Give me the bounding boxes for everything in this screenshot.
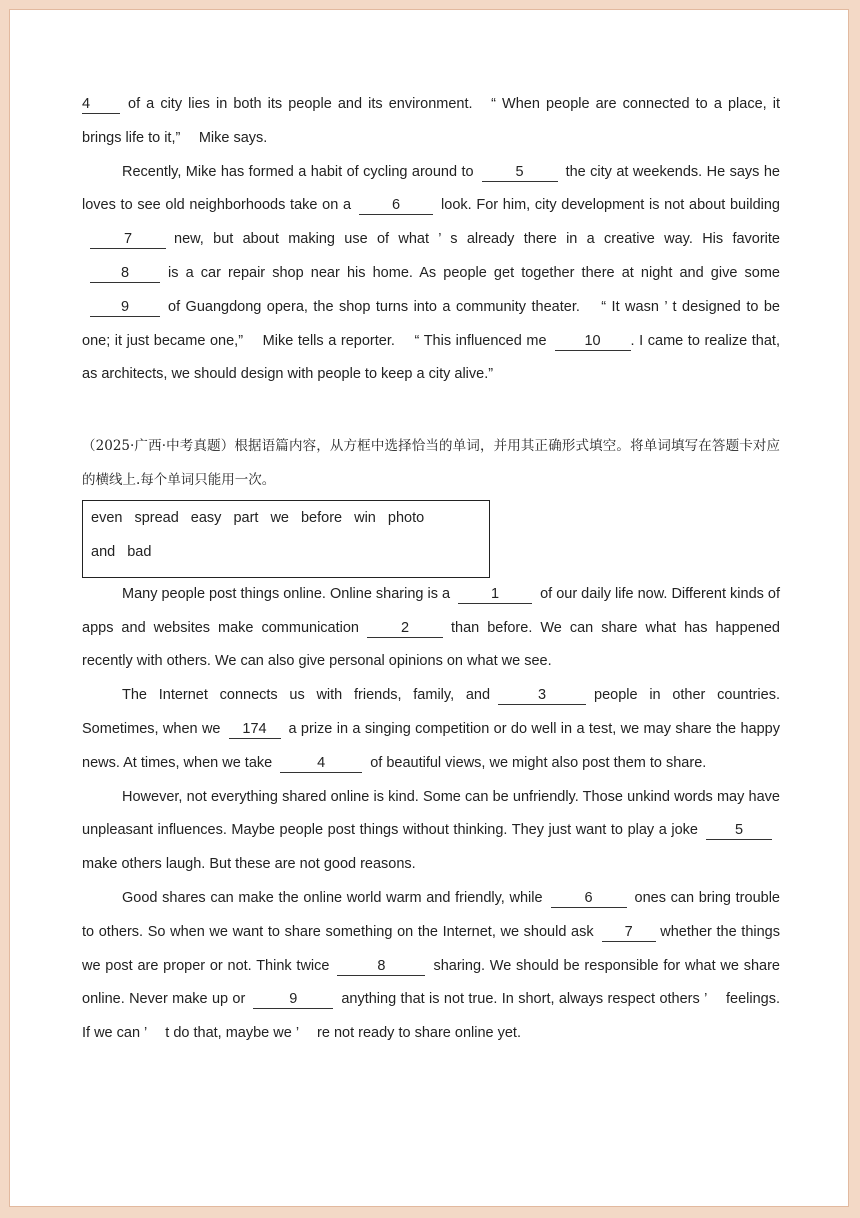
- paragraph-text: ones can bring trouble to others. So when we want to share something on the Internet, we should ask: [82, 889, 780, 940]
- answer-blank[interactable]: 3: [498, 687, 586, 705]
- document-page: [9, 9, 849, 1207]
- paragraph-text: sharing. We should be responsible for what we share online. Never make up or: [82, 957, 780, 1008]
- answer-blank[interactable]: 1: [458, 586, 532, 604]
- answer-blank[interactable]: 5: [706, 822, 772, 840]
- paragraph-text: of our daily life now. Different kinds of apps and websites make communication: [82, 585, 781, 636]
- answer-blank[interactable]: 174: [229, 721, 281, 739]
- word-box-item: photo: [387, 509, 425, 526]
- paragraph-text: of a city lies in both its people and its environment. “ When people are connected to a place, it brings life to it,” Mike says.: [82, 96, 780, 146]
- passage2-paragraph-1: [82, 578, 780, 679]
- passage1-paragraph-2: [82, 156, 780, 393]
- paragraph-text: than before. We can share what has happened recently with others. We can also give personal opinions on what we see.: [82, 619, 780, 670]
- passage2-paragraph-2: [82, 679, 780, 780]
- answer-blank[interactable]: 7: [90, 231, 166, 249]
- paragraph-text: a prize in a singing competition or do well in a test, we may share the happy news. At times, when we take: [82, 720, 780, 771]
- word-box-item: and: [91, 543, 116, 560]
- paragraph-text: Many people post things online. Online sharing is a: [122, 585, 451, 602]
- passage2-paragraph-3: [82, 781, 780, 882]
- word-box-item: before: [300, 509, 343, 526]
- word-box-item: win: [354, 509, 376, 526]
- paragraph-text: new, but about making use of what ’ s already there in a creative way. His favorite: [174, 231, 780, 248]
- passage2-paragraph-4: [82, 882, 780, 1051]
- paragraph-text: is a car repair shop near his home. As people get together there at night and give some: [168, 264, 780, 281]
- paragraph-text: make others laugh. But these are not good reasons.: [82, 856, 416, 873]
- paragraph-text: anything that is not true. In short, always respect others ’ feelings. If we can ’ t do that, maybe we ’ re not ready to share online yet.: [82, 991, 780, 1042]
- paragraph-text: The Internet connects us with friends, family, and: [122, 687, 491, 704]
- answer-blank[interactable]: 8: [337, 958, 425, 976]
- word-box-item: part: [233, 509, 259, 526]
- word-box-item: bad: [127, 543, 152, 560]
- paragraph-text: whether the things we post are proper or not. Think twice: [82, 923, 780, 974]
- instruction-text: （2025·广西·中考真题）根据语篇内容，从方框中选择恰当的单词，并用其正确形式填空。将单词填写在答题卡对应的横线上.每个单词只能用一次。: [82, 438, 780, 488]
- answer-blank[interactable]: 2: [367, 620, 443, 638]
- answer-blank[interactable]: 6: [359, 197, 433, 215]
- paragraph-text: people in other countries. Sometimes, when we: [82, 687, 780, 737]
- paragraph-text: the city at weekends. He says he loves to see old neighborhoods take on a: [82, 163, 780, 214]
- word-box-item: we: [270, 509, 289, 526]
- paragraph-text: look. For him, city development is not about building: [441, 197, 780, 214]
- paragraph-text: Recently, Mike has formed a habit of cycling around to: [122, 163, 474, 180]
- answer-blank[interactable]: 9: [253, 991, 333, 1009]
- word-box-item: easy: [190, 509, 222, 526]
- answer-blank[interactable]: 9: [90, 299, 160, 317]
- paragraph-text: However, not everything shared online is kind. Some can be unfriendly. Those unkind words may have unpleasant influences. Maybe people post things without thinking. They just want to play a joke: [82, 788, 780, 839]
- answer-blank[interactable]: 10: [555, 333, 631, 351]
- answer-blank[interactable]: 5: [482, 164, 558, 182]
- answer-blank[interactable]: 4: [280, 755, 362, 773]
- paragraph-text: of beautiful views, we might also post them to share.: [370, 754, 707, 771]
- passage1-paragraph-1: [82, 88, 780, 156]
- answer-blank[interactable]: 6: [551, 890, 627, 908]
- document-content: [82, 88, 780, 1051]
- answer-blank[interactable]: 7: [602, 924, 656, 942]
- answer-blank[interactable]: 8: [90, 265, 160, 283]
- paragraph-text: of Guangdong opera, the shop turns into a community theater. “ It wasn ’ t designed to be one; it just became one,” Mike tells a reporter. “ This influenced me: [82, 298, 780, 349]
- word-box: [82, 500, 490, 578]
- paragraph-text: Good shares can make the online world warm and friendly, while: [122, 889, 543, 906]
- word-box-item: even: [91, 509, 123, 526]
- paragraph-text: . I came to realize that, as architects, we should design with people to keep a city alive.”: [82, 332, 780, 383]
- section-gap: [82, 392, 780, 430]
- word-box-item: spread: [134, 509, 179, 526]
- answer-blank[interactable]: 4: [82, 96, 120, 114]
